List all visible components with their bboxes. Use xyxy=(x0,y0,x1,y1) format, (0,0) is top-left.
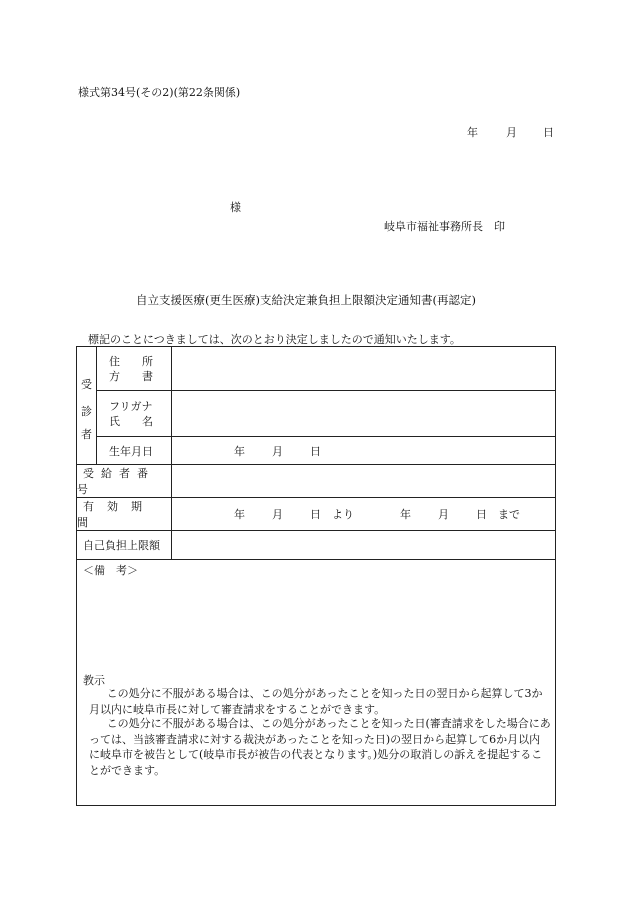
name-label: 氏 名 xyxy=(109,414,153,428)
name-value xyxy=(172,391,556,437)
decision-table xyxy=(76,346,556,806)
birthdate-label-cell xyxy=(97,437,172,465)
copay-label-cell xyxy=(77,531,172,560)
remarks-section xyxy=(77,560,556,806)
validity-to-year: 年 xyxy=(400,508,411,521)
validity-label: 有効期間 xyxy=(77,500,155,529)
recipient-number-value xyxy=(172,465,556,498)
birthdate-value xyxy=(172,437,556,465)
validity-to-month: 月 xyxy=(438,508,449,521)
teaching-paragraph-1: この処分に不服がある場合は、この処分があったことを知った日の翌日から起算して3か月以内に岐阜市長に対して審査請求をすることができます。 xyxy=(89,687,543,716)
date-month: 月 xyxy=(506,126,517,139)
form-number: 様式第34号(その2)(第22条関係) xyxy=(78,86,241,99)
furigana-label: フリガナ xyxy=(109,399,153,413)
recipient-char-1: 受 xyxy=(81,378,92,391)
teaching-paragraph-2: この処分に不服がある場合は、この処分があったことを知った日(審査請求をした場合にあっては、当該審査請求に対する裁決があったことを知った日)の翌日から起算して6か月以内に岐阜市を被告として(岐阜市長が被告の代表となります。)処分の取消しの訴えを提起することができます。 xyxy=(89,717,551,777)
validity-from-year: 年 xyxy=(234,508,245,521)
birthdate-month: 月 xyxy=(272,444,283,458)
teaching-heading: 教示 xyxy=(83,674,105,687)
birthdate-label: 生年月日 xyxy=(109,444,153,458)
address-value xyxy=(172,347,556,391)
validity-from-suffix: より xyxy=(332,508,354,521)
name-label-cell xyxy=(97,391,172,437)
recipient-group-label xyxy=(77,347,97,465)
validity-value xyxy=(172,498,556,531)
recipient-char-2: 診 xyxy=(81,405,92,418)
validity-from-month: 月 xyxy=(272,508,283,521)
address-extra-label: 方 書 xyxy=(109,369,153,383)
validity-to-suffix: まで xyxy=(498,508,520,521)
date-year: 年 xyxy=(467,126,478,139)
date-day: 日 xyxy=(543,126,554,139)
remarks-label: ＜備 考＞ xyxy=(83,564,138,577)
document-title: 自立支援医療(更生医療)支給決定兼負担上限額決定通知書(再認定) xyxy=(136,293,476,307)
validity-to-day: 日 xyxy=(476,508,487,521)
address-label-cell xyxy=(97,347,172,391)
intro-text: 標記のことにつきましては、次のとおり決定しましたので通知いたします。 xyxy=(88,333,461,346)
recipient-number-label-cell xyxy=(77,465,172,498)
copay-value xyxy=(172,531,556,560)
recipient-char-3: 者 xyxy=(81,428,92,441)
issuer-name: 岐阜市福祉事務所長 印 xyxy=(384,220,505,233)
birthdate-year: 年 xyxy=(234,444,245,458)
validity-from-day: 日 xyxy=(310,508,321,521)
birthdate-day: 日 xyxy=(310,444,321,458)
copay-label: 自己負担上限額 xyxy=(83,539,160,552)
validity-label-cell xyxy=(77,498,172,531)
addressee-honorific: 様 xyxy=(230,201,241,214)
address-label: 住 所 xyxy=(109,354,153,368)
issue-date xyxy=(467,124,554,140)
recipient-number-label: 受給者番号 xyxy=(77,467,155,496)
